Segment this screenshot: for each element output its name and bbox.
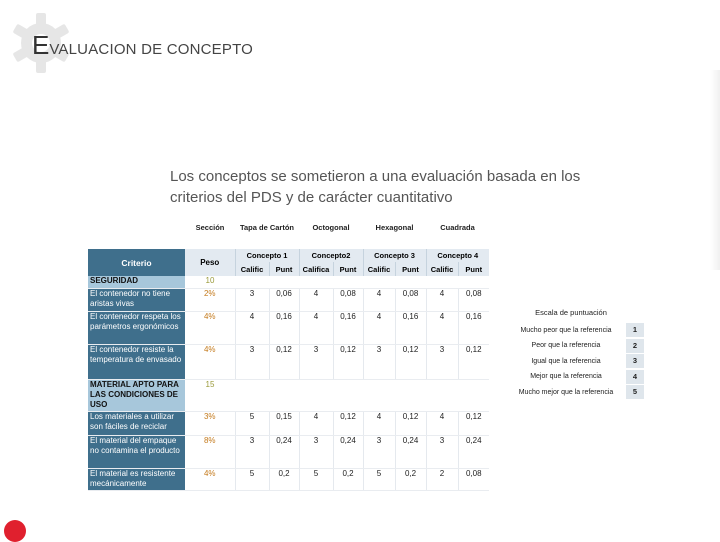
sub-header: Punt bbox=[458, 262, 489, 276]
criterion-label: El material del empaque no contamina el producto bbox=[88, 435, 185, 468]
section-label: MATERIAL APTO PARA LAS CONDICIONES DE USO bbox=[88, 379, 185, 411]
score-cell: 0,08 bbox=[395, 288, 426, 311]
score-cell: 5 bbox=[235, 468, 269, 490]
sub-header: Punt bbox=[269, 262, 299, 276]
score-cell: 5 bbox=[235, 411, 269, 435]
concept-label-1: Concepto 1 bbox=[235, 249, 299, 262]
score-cell: 3 bbox=[235, 435, 269, 468]
score-cell: 3 bbox=[299, 435, 333, 468]
score-cell: 4 bbox=[299, 288, 333, 311]
scale-label: Peor que la referencia bbox=[531, 342, 601, 349]
table-row bbox=[88, 344, 489, 379]
scale-label: Mucho mejor que la referencia bbox=[518, 388, 614, 396]
score-cell: 3 bbox=[235, 288, 269, 311]
scale-value: 1 bbox=[626, 323, 644, 337]
score-cell: 0,12 bbox=[269, 344, 299, 379]
peso-cell: 4% bbox=[185, 468, 235, 490]
score-cell: 0,2 bbox=[269, 468, 299, 490]
sub-header: Calific bbox=[363, 262, 395, 276]
section-peso: 10 bbox=[185, 276, 235, 288]
scale-value: 2 bbox=[626, 339, 644, 353]
score-cell: 3 bbox=[363, 344, 395, 379]
scale-label: Mejor que la referencia bbox=[530, 373, 602, 380]
scale-value: 3 bbox=[626, 354, 644, 368]
criterion-label: El material es resistente mecánicamente bbox=[88, 468, 185, 490]
score-cell: 0,12 bbox=[395, 344, 426, 379]
score-cell: 4 bbox=[299, 311, 333, 344]
concept-name-1: Tapa de Cartón bbox=[235, 223, 299, 249]
concept-name-3: Hexagonal bbox=[363, 223, 426, 249]
intro-text: Los conceptos se sometieron a una evaluación basada en los criterios del PDS y de carácter cuantitativo bbox=[170, 168, 581, 206]
scale-value: 4 bbox=[626, 370, 644, 384]
criterion-label: El contenedor respeta los parámetros ergonómicos bbox=[88, 311, 185, 344]
peso-cell: 4% bbox=[185, 344, 235, 379]
score-cell: 0,12 bbox=[333, 344, 363, 379]
table-row bbox=[88, 411, 489, 435]
concept-label-3: Concepto 3 bbox=[363, 249, 426, 262]
criterion-label: El contenedor resiste la temperatura de envasado bbox=[88, 344, 185, 379]
sub-header: Califica bbox=[299, 262, 333, 276]
score-cell: 0,24 bbox=[269, 435, 299, 468]
criterion-label: Los materiales a utilizar son fáciles de reciclar bbox=[88, 411, 185, 435]
scale-title: Escala de puntuación bbox=[535, 308, 607, 317]
score-cell: 0,12 bbox=[395, 411, 426, 435]
scale-row bbox=[506, 370, 644, 384]
score-cell: 0,16 bbox=[269, 311, 299, 344]
score-cell: 3 bbox=[363, 435, 395, 468]
header-blank bbox=[88, 223, 185, 249]
score-cell: 0,24 bbox=[395, 435, 426, 468]
score-cell: 5 bbox=[363, 468, 395, 490]
red-dot-decoration bbox=[4, 520, 26, 542]
score-cell: 3 bbox=[299, 344, 333, 379]
score-cell: 0,08 bbox=[458, 288, 489, 311]
score-cell: 4 bbox=[363, 311, 395, 344]
section-row bbox=[88, 276, 489, 288]
section-row bbox=[88, 379, 489, 411]
score-cell: 4 bbox=[363, 288, 395, 311]
peso-header: Peso bbox=[185, 249, 235, 276]
score-cell: 4 bbox=[299, 411, 333, 435]
score-cell: 0,16 bbox=[395, 311, 426, 344]
table-row bbox=[88, 288, 489, 311]
score-cell: 5 bbox=[299, 468, 333, 490]
score-cell: 3 bbox=[426, 344, 458, 379]
section-peso: 15 bbox=[185, 379, 235, 411]
concept-name-4: Cuadrada bbox=[426, 223, 489, 249]
concept-label-4: Concepto 4 bbox=[426, 249, 489, 262]
peso-cell: 8% bbox=[185, 435, 235, 468]
title-initial: E bbox=[32, 30, 50, 60]
scoring-scale bbox=[506, 308, 644, 401]
score-cell: 0,16 bbox=[333, 311, 363, 344]
evaluation-table bbox=[88, 223, 489, 491]
scale-value: 5 bbox=[626, 385, 644, 399]
score-cell: 0,08 bbox=[458, 468, 489, 490]
score-cell: 0,12 bbox=[458, 411, 489, 435]
scale-label: Mucho peor que la referencia bbox=[520, 326, 612, 334]
sub-header: Calific bbox=[235, 262, 269, 276]
peso-cell: 3% bbox=[185, 411, 235, 435]
table-row bbox=[88, 468, 489, 490]
section-label: SEGURIDAD bbox=[88, 276, 185, 288]
score-cell: 0,2 bbox=[333, 468, 363, 490]
sub-header: Punt bbox=[333, 262, 363, 276]
score-cell: 0,24 bbox=[458, 435, 489, 468]
criterion-label: El contenedor no tiene aristas vivas bbox=[88, 288, 185, 311]
seccion-header: Sección bbox=[185, 223, 235, 249]
score-cell: 0,16 bbox=[458, 311, 489, 344]
score-cell: 4 bbox=[426, 311, 458, 344]
scale-row bbox=[506, 339, 644, 353]
criterio-header: Criterio bbox=[88, 249, 185, 276]
table-row bbox=[88, 435, 489, 468]
scale-row bbox=[506, 323, 644, 337]
concept-label-2: Concepto2 bbox=[299, 249, 363, 262]
score-cell: 2 bbox=[426, 468, 458, 490]
sub-header: Punt bbox=[395, 262, 426, 276]
scale-row bbox=[506, 385, 644, 399]
score-cell: 3 bbox=[235, 344, 269, 379]
score-cell: 4 bbox=[235, 311, 269, 344]
concept-name-2: Octogonal bbox=[299, 223, 363, 249]
title-rest: VALUACION DE CONCEPTO bbox=[49, 41, 254, 58]
table-row bbox=[88, 311, 489, 344]
score-cell: 0,08 bbox=[333, 288, 363, 311]
peso-cell: 2% bbox=[185, 288, 235, 311]
score-cell: 0,12 bbox=[333, 411, 363, 435]
score-cell: 0,06 bbox=[269, 288, 299, 311]
sub-header: Calific bbox=[426, 262, 458, 276]
score-cell: 0,15 bbox=[269, 411, 299, 435]
page-title bbox=[32, 30, 253, 61]
score-cell: 0,2 bbox=[395, 468, 426, 490]
score-cell: 4 bbox=[363, 411, 395, 435]
score-cell: 0,24 bbox=[333, 435, 363, 468]
page-edge-shadow bbox=[710, 70, 720, 270]
score-cell: 4 bbox=[426, 411, 458, 435]
scale-label: Igual que la referencia bbox=[531, 357, 601, 365]
score-cell: 4 bbox=[426, 288, 458, 311]
score-cell: 3 bbox=[426, 435, 458, 468]
score-cell: 0,12 bbox=[458, 344, 489, 379]
scale-row bbox=[506, 354, 644, 368]
peso-cell: 4% bbox=[185, 311, 235, 344]
